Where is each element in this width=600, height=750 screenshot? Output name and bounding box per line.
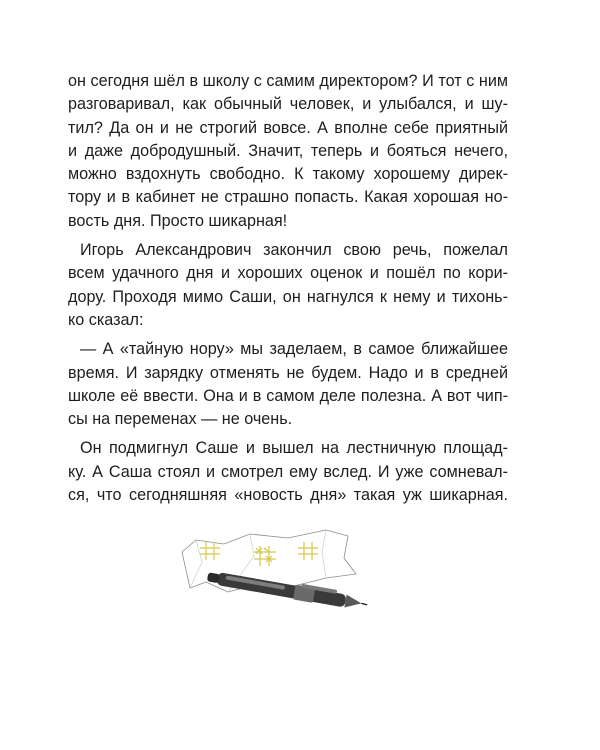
text-line: ку. А Саша стоял и смотрел ему вслед. И уже сомневал- [68, 462, 508, 481]
text-line: ко сказал: [68, 310, 144, 329]
paragraph [68, 338, 508, 431]
paragraph [68, 437, 508, 507]
text-line: вость дня. Просто шикарная! [68, 211, 288, 230]
text-line: ся, что сегодняшняя «новость дня» такая уж шикарная. [68, 486, 508, 505]
text-line: Он подмигнул Саше и вышел на лестничную площад- [80, 439, 508, 458]
text-line: тил? Да он и не строгий вовсе. А вполне себе приятный [68, 118, 508, 137]
text-line: всем удачного дня и хороших оценок и пошёл по кори- [68, 264, 508, 283]
text-line: сы на переменах — не очень. [68, 410, 293, 429]
paragraph [68, 239, 508, 332]
text-line: дору. Проходя мимо Саши, он нагнулся к нему и тихонь- [68, 287, 508, 306]
text-line: тору и в кабинет не страшно попасть. Какая хорошая но- [68, 188, 508, 207]
text-line: время. И зарядку отменять не будем. Надо и в средней [68, 363, 508, 382]
text-line: — А «тайную нору» мы заделаем, в самое ближайшее [80, 340, 508, 359]
pen-on-paper-icon [176, 522, 372, 618]
paragraph [68, 70, 508, 233]
text-line: можно вздохнуть свободно. К такому хорошему дирек- [68, 165, 508, 184]
text-line: он сегодня шёл в школу с самим директором? И тот с ним [68, 72, 508, 90]
text-line: школе её ввести. Она и в самом деле полезна. А вот чип- [68, 386, 508, 405]
text-line: разговаривал, как обычный человек, и улыбался, и шу- [68, 95, 508, 114]
text-line: и даже добродушный. Значит, теперь и бояться нечего, [68, 141, 508, 160]
text-line: Игорь Александрович закончил свою речь, пожелал [80, 241, 508, 260]
body-text [68, 70, 508, 513]
